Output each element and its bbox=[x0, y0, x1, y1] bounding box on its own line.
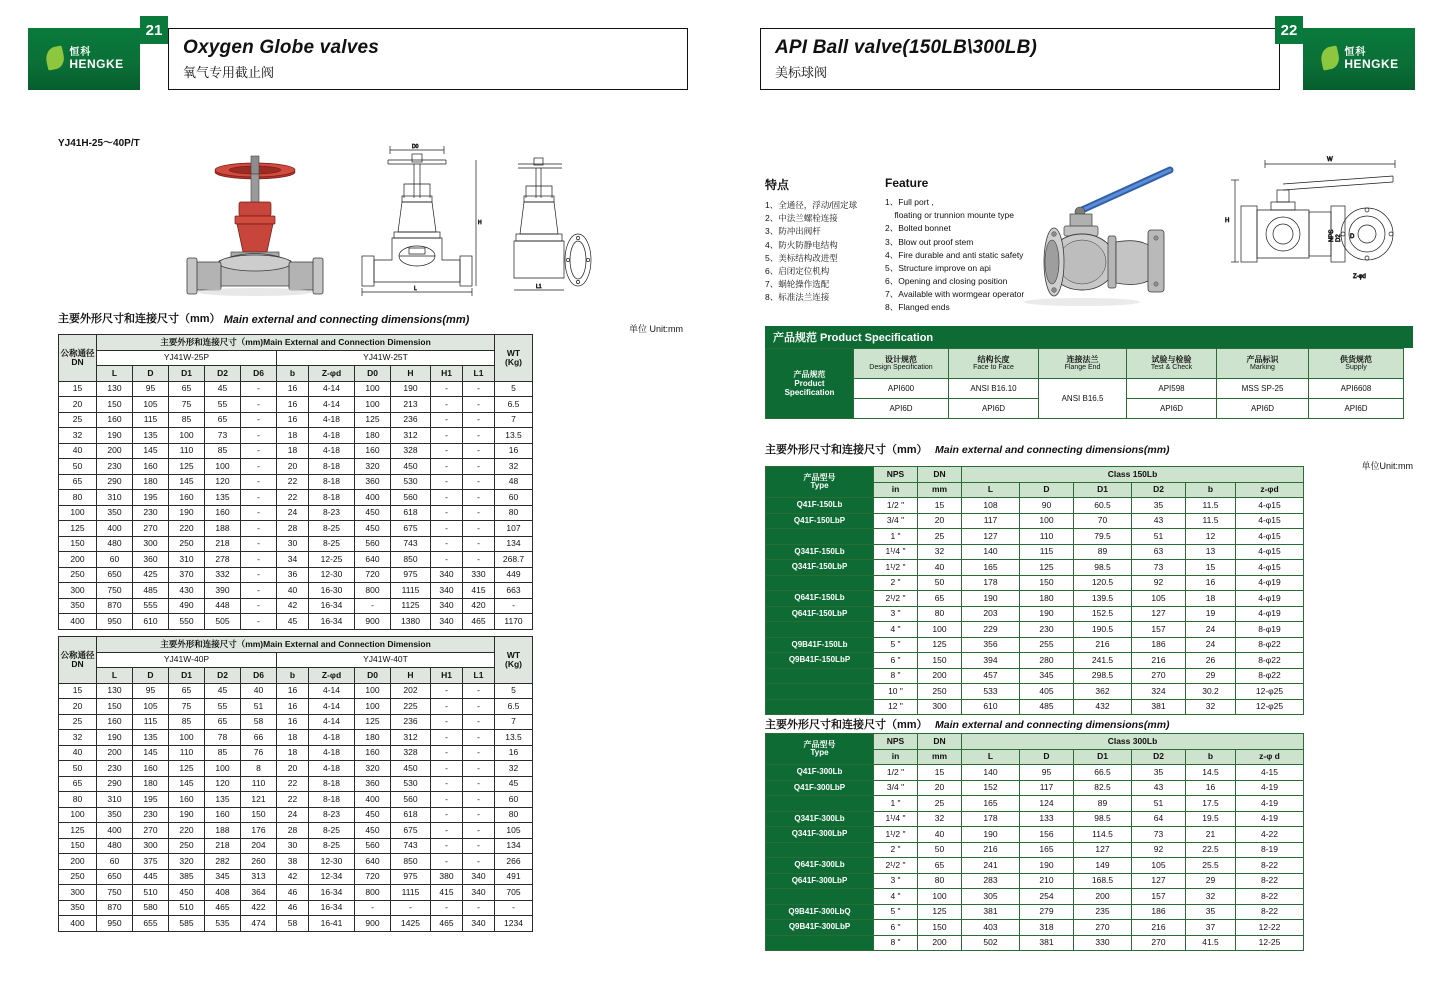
table-row: 8 " 200 457 345 298.5 270 29 8-φ22 bbox=[766, 668, 1304, 684]
globe-valve-drawing-3 bbox=[500, 150, 610, 300]
row-type: Q9B41F-300LbP bbox=[766, 920, 874, 936]
table-row: 80 310 195 160 135 121 22 8-18 400 560 - - 60 bbox=[59, 792, 533, 808]
feature-item: floating or trunnion mounte type bbox=[885, 210, 1014, 221]
table-row: 125 400 270 220 188 - 28 8-25 450 675 - - 107 bbox=[59, 521, 533, 537]
right-title-en: API Ball valve(150LB\300LB) bbox=[775, 37, 1038, 58]
row-type bbox=[766, 935, 874, 951]
col-class: Class 300Lb bbox=[962, 734, 1304, 750]
left-dim-table-1 bbox=[58, 334, 533, 630]
table-row: 65 290 180 145 120 110 22 8-18 360 530 - - 45 bbox=[59, 776, 533, 792]
feature-title-cn-wrap bbox=[765, 176, 857, 304]
col-D: D bbox=[1020, 482, 1074, 498]
row-type: Q641F-150LbP bbox=[766, 606, 874, 622]
left-title-cn: 氧气专用截止阀 bbox=[183, 65, 275, 80]
svg-text:D: D bbox=[1350, 234, 1355, 240]
col-b: b bbox=[277, 668, 309, 684]
dim150-unit-note: 单位Unit:mm bbox=[1361, 461, 1413, 471]
subtype-right: YJ41W-40T bbox=[277, 652, 495, 668]
table-row: Q41F-300LbP 3/4 " 20 152 117 82.5 43 16 4-19 bbox=[766, 780, 1304, 796]
col-b: b bbox=[1186, 749, 1236, 765]
ball-valve-technical-drawing bbox=[1205, 150, 1405, 295]
col-dn: 公称通径 DN bbox=[59, 335, 97, 382]
feature-title-cn: 特点 bbox=[765, 178, 790, 192]
table-row: Q641F-300LbP 3 " 80 283 210 168.5 127 29 8-22 bbox=[766, 873, 1304, 889]
table-row: 100 350 230 190 160 - 24 8-23 450 618 - - 80 bbox=[59, 505, 533, 521]
row-type: Q9B41F-150LbP bbox=[766, 653, 874, 669]
table-row: 15 130 95 65 45 - 16 4-14 100 190 - - 5 bbox=[59, 381, 533, 397]
col-weight: WT (Kg) bbox=[495, 637, 533, 684]
col-L: L bbox=[962, 749, 1020, 765]
left-dim-table-1-wrap bbox=[58, 334, 533, 630]
feature-title-en: Feature bbox=[885, 176, 929, 190]
svg-text:NPS: NPS bbox=[1329, 229, 1335, 242]
svg-text:H: H bbox=[478, 220, 482, 226]
table-row: 150 480 300 250 218 204 30 8-25 560 743 - - 134 bbox=[59, 838, 533, 854]
table-row: 80 310 195 160 135 - 22 8-18 400 560 - - 60 bbox=[59, 490, 533, 506]
col-D: D bbox=[133, 668, 169, 684]
ball-valve-drawing bbox=[1020, 150, 1205, 310]
row-type: Q9B41F-150Lb bbox=[766, 637, 874, 653]
col-D0: D0 bbox=[355, 366, 391, 382]
table-row: Q341F-150Lb 1¹/4 " 32 140 115 89 63 13 4-φ15 bbox=[766, 544, 1304, 560]
feature-item: 8、Flanged ends bbox=[885, 302, 950, 313]
spec-col-product: 产品规范 Product Specification bbox=[766, 349, 854, 419]
logo-label-cn: 恒科 bbox=[69, 47, 92, 58]
table-row: 4 " 100 305 254 200 157 32 8-22 bbox=[766, 889, 1304, 905]
left-section-title-en: Main external and connecting dimensions(mm) bbox=[223, 314, 470, 326]
col-D2: D2 bbox=[205, 366, 241, 382]
col-D1: D1 bbox=[1074, 749, 1132, 765]
svg-text:D2: D2 bbox=[1336, 234, 1342, 242]
svg-text:Z-φd: Z-φd bbox=[1353, 274, 1366, 280]
table-row: 25 160 115 85 65 58 16 4-14 125 236 - - 7 bbox=[59, 714, 533, 730]
table-row: 20 150 105 75 55 51 16 4-14 100 225 - - 6.5 bbox=[59, 699, 533, 715]
dim300-title-en: Main external and connecting dimensions(mm) bbox=[935, 719, 1170, 731]
row-type bbox=[766, 575, 874, 591]
row-type bbox=[766, 842, 874, 858]
row-type: Q641F-300Lb bbox=[766, 858, 874, 874]
col-L1: L1 bbox=[463, 668, 495, 684]
page-number-right: 22 bbox=[1275, 16, 1303, 44]
feature-item: 7、蜗轮操作选配 bbox=[765, 279, 830, 290]
table-row: 125 400 270 220 188 176 28 8-25 450 675 - - 105 bbox=[59, 823, 533, 839]
col-type: 产品型号 Type bbox=[766, 734, 874, 765]
logo-label-en: HENGKE bbox=[69, 57, 124, 71]
table-row: 2 " 50 216 165 127 92 22.5 8-19 bbox=[766, 842, 1304, 858]
page-number-left: 21 bbox=[140, 16, 168, 44]
col-Z-φd: Z-φd bbox=[309, 668, 355, 684]
row-type: Q341F-150Lb bbox=[766, 544, 874, 560]
col-class: Class 150Lb bbox=[962, 467, 1304, 483]
col-dn: 公称通径 DN bbox=[59, 637, 97, 684]
feature-item: 4、防火防静电结构 bbox=[765, 239, 838, 250]
table-row: 50 230 160 125 100 8 20 4-18 320 450 - - 32 bbox=[59, 761, 533, 777]
table-row: 400 950 610 550 505 - 45 16-34 900 1380 340 465 1170 bbox=[59, 614, 533, 630]
feature-list-en bbox=[885, 196, 1024, 315]
spec-col-5: 产品标识 Marking bbox=[1217, 349, 1309, 379]
table-row: Q9B41F-150LbP 6 " 150 394 280 241.5 216 26 8-φ22 bbox=[766, 653, 1304, 669]
logo-label-cn: 恒科 bbox=[1344, 47, 1367, 58]
spec-col-1: 设计规范 Design Specification bbox=[854, 349, 949, 379]
table-row: API6D API6D API6D API6D API6D bbox=[766, 399, 1404, 419]
col-group-header: 主要外形和连接尺寸（mm)Main External and Connection Dimension bbox=[97, 335, 495, 351]
table-row: Q641F-150Lb 2¹/2 " 65 190 180 139.5 105 18 4-φ19 bbox=[766, 591, 1304, 607]
table-row: 200 60 360 310 278 - 34 12-25 640 850 - - 268.7 bbox=[59, 552, 533, 568]
dim300-title-cn: 主要外形尺寸和连接尺寸（mm） bbox=[765, 719, 928, 731]
col-dn: DN bbox=[918, 734, 962, 750]
table-row: 40 200 145 110 85 - 18 4-18 160 328 - - 16 bbox=[59, 443, 533, 459]
svg-text:H: H bbox=[1225, 218, 1230, 224]
col-D6: D6 bbox=[241, 668, 277, 684]
product-spec-title: 产品规范 Product Specification bbox=[765, 326, 1413, 348]
col-D6: D6 bbox=[241, 366, 277, 382]
globe-valve-drawing-1 bbox=[175, 140, 335, 300]
col-L: L bbox=[97, 366, 133, 382]
row-type: Q641F-300LbP bbox=[766, 873, 874, 889]
spec-col-4: 试验与检验 Test & Check bbox=[1127, 349, 1217, 379]
row-type bbox=[766, 889, 874, 905]
col-z-φ d: z-φ d bbox=[1236, 749, 1304, 765]
ball-table-150 bbox=[765, 466, 1304, 715]
feature-item: 6、启闭定位机构 bbox=[765, 265, 830, 276]
feature-item: 4、Fire durable and anti static safety bbox=[885, 249, 1024, 260]
feature-item: 3、防冲出阀杆 bbox=[765, 226, 821, 237]
table-row: 50 230 160 125 100 - 20 8-18 320 450 - - 32 bbox=[59, 459, 533, 475]
table-row: Q641F-300Lb 2¹/2 " 65 241 190 149 105 25.5 8-22 bbox=[766, 858, 1304, 874]
col-D: D bbox=[1020, 749, 1074, 765]
right-title-cn: 美标球阀 bbox=[775, 65, 828, 80]
col-dn-unit: mm bbox=[918, 482, 962, 498]
row-type: Q41F-150LbP bbox=[766, 513, 874, 529]
svg-text:D0: D0 bbox=[412, 144, 419, 150]
col-dn: DN bbox=[918, 467, 962, 483]
feature-item: 2、Bolted bonnet bbox=[885, 223, 951, 234]
subtype-left: YJ41W-25P bbox=[97, 350, 277, 366]
table-row: 350 870 580 510 465 422 46 16-34 - - - - - bbox=[59, 900, 533, 916]
col-D2: D2 bbox=[1132, 749, 1186, 765]
feature-item: 1、全通径，浮动/固定球 bbox=[765, 200, 858, 210]
svg-text:W: W bbox=[1327, 157, 1333, 163]
table-row: 40 200 145 110 85 76 18 4-18 160 328 - - 16 bbox=[59, 745, 533, 761]
product-spec-header bbox=[765, 326, 1413, 348]
feature-item: 3、Blow out proof stem bbox=[885, 236, 974, 247]
col-nps-unit: in bbox=[874, 482, 918, 498]
subtype-right: YJ41W-25T bbox=[277, 350, 495, 366]
table-row: Q341F-150LbP 1¹/2 " 40 165 125 98.5 73 15 4-φ15 bbox=[766, 560, 1304, 576]
table-row: Q41F-300Lb 1/2 " 15 140 95 66.5 35 14.5 4-15 bbox=[766, 765, 1304, 781]
col-b: b bbox=[277, 366, 309, 382]
row-type: Q41F-300Lb bbox=[766, 765, 874, 781]
dim300-title bbox=[765, 715, 1413, 733]
feature-item: 2、中法兰螺栓连接 bbox=[765, 213, 838, 224]
col-b: b bbox=[1186, 482, 1236, 498]
spec-col-3: 连接法兰 Flange End bbox=[1039, 349, 1127, 379]
table-row: 150 480 300 250 218 - 30 8-25 560 743 - - 134 bbox=[59, 536, 533, 552]
row-type: Q41F-300LbP bbox=[766, 780, 874, 796]
col-nps: NPS bbox=[874, 734, 918, 750]
feature-item: 6、Opening and closing position bbox=[885, 276, 1008, 287]
left-section-title-cn: 主要外形尺寸和连接尺寸（mm） bbox=[58, 313, 221, 325]
spec-col-6: 供货规范 Supply bbox=[1309, 349, 1404, 379]
table-row: 15 130 95 65 45 40 16 4-14 100 202 - - 5 bbox=[59, 683, 533, 699]
table-row: Q641F-150LbP 3 " 80 203 190 152.5 127 19 4-φ19 bbox=[766, 606, 1304, 622]
left-unit-note: 单位 Unit:mm bbox=[628, 324, 683, 334]
feature-item: 1、Full port , bbox=[885, 197, 934, 207]
row-type: Q9B41F-300LbQ bbox=[766, 904, 874, 920]
table-row: 400 950 655 585 535 474 58 16-41 900 1425 465 340 1234 bbox=[59, 916, 533, 932]
table-row: 300 750 510 450 408 364 46 16-34 800 1115 415 340 705 bbox=[59, 885, 533, 901]
table-row: 2 " 50 178 150 120.5 92 16 4-φ19 bbox=[766, 575, 1304, 591]
table-row: Q341F-300Lb 1¹/4 " 32 178 133 98.5 64 19.5 4-19 bbox=[766, 811, 1304, 827]
col-weight: WT (Kg) bbox=[495, 335, 533, 382]
subtype-left: YJ41W-40P bbox=[97, 652, 277, 668]
row-type: Q641F-150Lb bbox=[766, 591, 874, 607]
table-row: Q9B41F-150Lb 5 " 125 356 255 216 186 24 8-φ22 bbox=[766, 637, 1304, 653]
col-H: H bbox=[391, 366, 431, 382]
row-type: Q341F-300LbP bbox=[766, 827, 874, 843]
row-type bbox=[766, 668, 874, 684]
col-H: H bbox=[391, 668, 431, 684]
row-type bbox=[766, 796, 874, 812]
col-L: L bbox=[962, 482, 1020, 498]
ball-table-150-wrap bbox=[765, 466, 1304, 715]
table-row: 20 150 105 75 55 - 16 4-14 100 213 - - 6.5 bbox=[59, 397, 533, 413]
table-row: 200 60 375 320 282 260 38 12-30 640 850 - - 266 bbox=[59, 854, 533, 870]
dim150-title-cn: 主要外形尺寸和连接尺寸（mm） bbox=[765, 444, 928, 456]
table-row: 25 160 115 85 65 - 16 4-18 125 236 - - 7 bbox=[59, 412, 533, 428]
feature-item: 7、Available with wormgear operator bbox=[885, 289, 1025, 300]
dim150-title-en: Main external and connecting dimensions(mm) bbox=[935, 444, 1170, 456]
row-type bbox=[766, 684, 874, 700]
table-row: Q41F-150LbP 3/4 " 20 117 100 70 43 11.5 4-φ15 bbox=[766, 513, 1304, 529]
logo-left bbox=[28, 28, 140, 90]
row-type: Q341F-300Lb bbox=[766, 811, 874, 827]
table-row: Q9B41F-300LbQ 5 " 125 381 279 235 186 35 8-22 bbox=[766, 904, 1304, 920]
left-title-en: Oxygen Globe valves bbox=[183, 37, 379, 58]
left-model-label: YJ41H-25～40P/T bbox=[58, 138, 140, 149]
row-type: Q341F-150LbP bbox=[766, 560, 874, 576]
table-row: 10 " 250 533 405 362 324 30.2 12-φ25 bbox=[766, 684, 1304, 700]
ball-table-300-wrap bbox=[765, 733, 1304, 951]
logo-label-en: HENGKE bbox=[1344, 57, 1399, 71]
table-row: 250 650 425 370 332 - 36 12-30 720 975 340 330 449 bbox=[59, 567, 533, 583]
row-type bbox=[766, 529, 874, 545]
feature-list-cn bbox=[765, 199, 857, 304]
table-row: Q9B41F-300LbP 6 " 150 403 318 270 216 37 12-22 bbox=[766, 920, 1304, 936]
globe-valve-section-drawing bbox=[352, 140, 482, 300]
col-z-φd: z-φd bbox=[1236, 482, 1304, 498]
table-row: 1 " 25 127 110 79.5 51 12 4-φ15 bbox=[766, 529, 1304, 545]
feature-item: 5、Structure improve on api bbox=[885, 262, 991, 273]
right-title-box bbox=[760, 28, 1280, 90]
col-H1: H1 bbox=[431, 366, 463, 382]
row-type bbox=[766, 699, 874, 715]
feature-title-en-wrap bbox=[885, 176, 1024, 315]
col-L1: L1 bbox=[463, 366, 495, 382]
table-row: 1 " 25 165 124 89 51 17.5 4-19 bbox=[766, 796, 1304, 812]
col-D2: D2 bbox=[1132, 482, 1186, 498]
feature-item: 8、标准法兰连接 bbox=[765, 292, 830, 303]
col-type: 产品型号 Type bbox=[766, 467, 874, 498]
table-row: 32 190 135 100 73 - 18 4-18 180 312 - - 13.5 bbox=[59, 428, 533, 444]
logo-right bbox=[1303, 28, 1415, 90]
table-row: 65 290 180 145 120 - 22 8-18 360 530 - - 48 bbox=[59, 474, 533, 490]
col-D2: D2 bbox=[205, 668, 241, 684]
table-row: 100 350 230 190 160 150 24 8-23 450 618 - - 80 bbox=[59, 807, 533, 823]
col-D1: D1 bbox=[169, 668, 205, 684]
table-row: 350 870 555 490 448 - 42 16-34 - 1125 340 420 - bbox=[59, 598, 533, 614]
table-row: API600 ANSI B16.10 ANSI B16.5 API598 MSS SP-25 API6608 bbox=[766, 379, 1404, 399]
right-header bbox=[760, 21, 1415, 90]
col-dn-unit: mm bbox=[918, 749, 962, 765]
col-Z-φd: Z-φd bbox=[309, 366, 355, 382]
col-group-header: 主要外形和连接尺寸（mm)Main External and Connection Dimension bbox=[97, 637, 495, 653]
col-H1: H1 bbox=[431, 668, 463, 684]
leaf-icon bbox=[1319, 46, 1341, 72]
col-nps-unit: in bbox=[874, 749, 918, 765]
table-row: 12 " 300 610 485 432 381 32 12-φ25 bbox=[766, 699, 1304, 715]
row-type bbox=[766, 622, 874, 638]
svg-text:L: L bbox=[414, 286, 417, 292]
feature-item: 5、美标结构改进型 bbox=[765, 252, 838, 263]
col-D1: D1 bbox=[169, 366, 205, 382]
table-row: Q341F-300LbP 1¹/2 " 40 190 156 114.5 73 21 4-22 bbox=[766, 827, 1304, 843]
table-row: 250 650 445 385 345 313 42 12-34 720 975 380 340 491 bbox=[59, 869, 533, 885]
left-dim-table-2-wrap bbox=[58, 636, 533, 932]
col-D0: D0 bbox=[355, 668, 391, 684]
left-header bbox=[28, 21, 688, 90]
col-L: L bbox=[97, 668, 133, 684]
row-type: Q41F-150Lb bbox=[766, 498, 874, 514]
product-spec-table bbox=[765, 348, 1404, 419]
left-title-box bbox=[168, 28, 688, 90]
spec-col-2: 结构长度 Face to Face bbox=[949, 349, 1039, 379]
table-row: Q41F-150Lb 1/2 " 15 108 90 60.5 35 11.5 4-φ15 bbox=[766, 498, 1304, 514]
spec-table-wrap bbox=[765, 348, 1404, 419]
ball-table-300 bbox=[765, 733, 1304, 951]
table-row: 8 " 200 502 381 330 270 41.5 12-25 bbox=[766, 935, 1304, 951]
col-D: D bbox=[133, 366, 169, 382]
col-nps: NPS bbox=[874, 467, 918, 483]
table-row: 4 " 100 229 230 190.5 157 24 8-φ19 bbox=[766, 622, 1304, 638]
table-row: 32 190 135 100 78 66 18 4-18 180 312 - - 13.5 bbox=[59, 730, 533, 746]
table-row: 300 750 485 430 390 - 40 16-30 800 1115 340 415 663 bbox=[59, 583, 533, 599]
left-dim-table-2 bbox=[58, 636, 533, 932]
col-D1: D1 bbox=[1074, 482, 1132, 498]
svg-text:L1: L1 bbox=[536, 284, 542, 290]
leaf-icon bbox=[44, 46, 66, 72]
